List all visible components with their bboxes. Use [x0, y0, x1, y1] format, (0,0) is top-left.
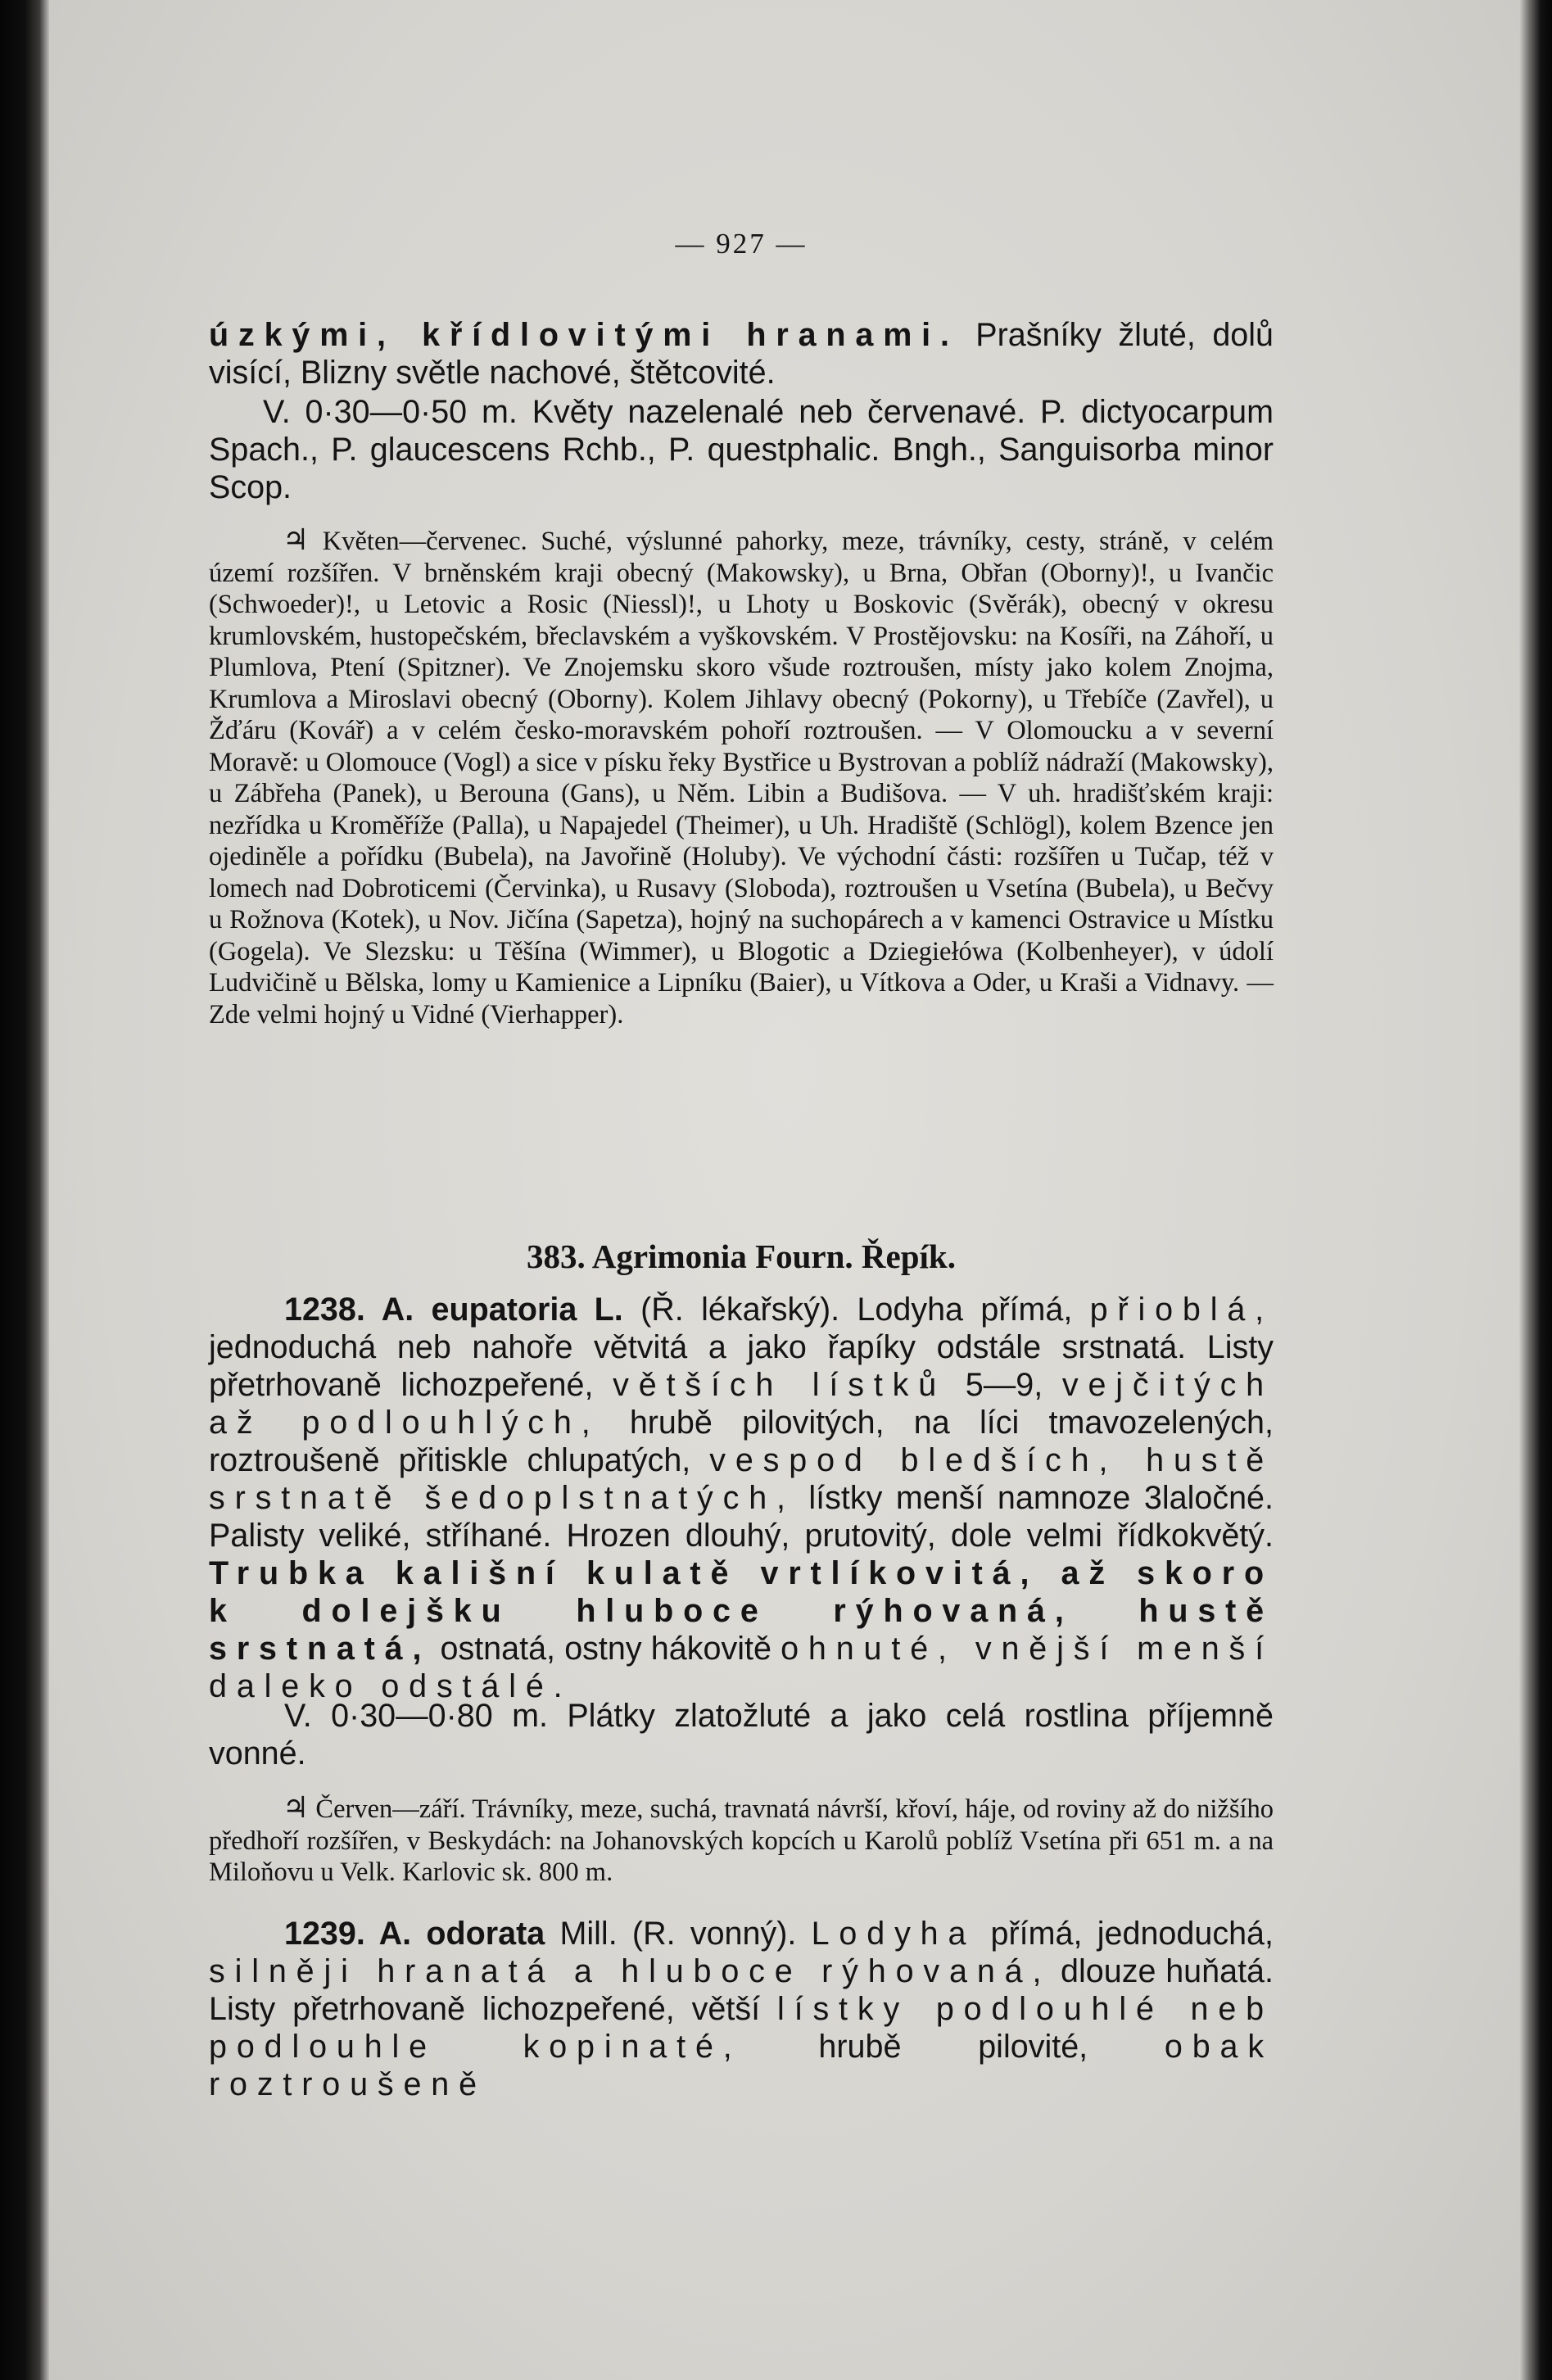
spaced-text: větších lístků [613, 1367, 947, 1403]
paragraph-text: V. 0·30—0·50 m. Květy nazelenalé neb červenavé. P. dictyocarpum Spach., P. glaucescens Rchb., P. questphalic. Bngh., Sanguisorba minor Scop. [209, 394, 1274, 505]
species-text: přímá, jednoduchá, [975, 1916, 1274, 1952]
species-text: ostnatá, ostny hákovitě [431, 1631, 781, 1667]
species-text: 5—9, [946, 1367, 1062, 1403]
species-number: 1238. [284, 1292, 365, 1328]
paragraph-text: V. 0·30—0·80 m. Plátky zlatožluté a jako celá rostlina příjemně vonné. [209, 1698, 1274, 1771]
paragraph-distribution [209, 524, 1274, 1030]
spaced-text: vespod bledších, hustě srstnatě šedoplstnatých, [209, 1442, 1274, 1516]
species-text: Mill. (R. vonný). [545, 1916, 812, 1952]
paragraph-continuation [209, 316, 1274, 391]
paragraph-distribution-1238 [209, 1792, 1274, 1889]
spaced-text: ohnuté, vnější menší daleko odstálé. [209, 1631, 1274, 1704]
scan-right-edge [1519, 0, 1552, 2380]
species-text: dlouze huňatá. Listy přetrhovaně lichozpeřené, větší [209, 1953, 1274, 2027]
spaced-text: silněji hranatá a hluboce rýhovaná, [209, 1953, 1052, 1989]
species-name: A. odorata [364, 1916, 545, 1952]
spaced-text: vejčitých až podlouhlých, [209, 1367, 1274, 1441]
perennial-symbol: ♃ [283, 523, 310, 556]
scan-left-edge [0, 0, 49, 2380]
species-text: hrubě pilovité, [741, 2029, 1165, 2065]
paragraph-text: Prašníky žluté, dolů visící, Blizny světle nachové, štětcovité. [209, 317, 1274, 391]
spaced-text: obak roztroušeně [209, 2029, 1274, 2102]
species-name: A. eupatoria L. [364, 1292, 623, 1328]
paragraph-measurements [209, 393, 1274, 506]
species-1239-description [209, 1915, 1274, 2103]
spaced-text: Trubka kališní kulatě vrtlíkovitá, až skoro k dolejšku hluboce rýhovaná, hustě srstnatá, [209, 1555, 1274, 1667]
species-text: jednoduchá neb nahoře větvitá a jako řapíky odstále srstnatá. Listy přetrhovaně lichozpeřené, [209, 1329, 1274, 1403]
paragraph-text: Červen—září. Trávníky, meze, suchá, travnatá návrší, křoví, háje, od roviny až do nižšího předhoří rozšířen, v Beskydách: na Johanovských kopcích u Karolů poblíž Vsetína při 651 m. a na Miloňovu u Velk. Karlovic sk. 800 m. [209, 1794, 1274, 1887]
paragraph-measurements-1238 [209, 1697, 1274, 1772]
species-number: 1239. [284, 1916, 365, 1952]
spaced-text: přioblá, [1089, 1292, 1274, 1328]
species-text: (Ř. lékařský). Lodyha přímá, [622, 1292, 1090, 1328]
species-text: lístky menší namnoze 3laločné. Palisty veliké, stříhané. Hrozen dlouhý, prutovitý, dole velmi řídkokvětý. [209, 1480, 1274, 1554]
species-text: hrubě pilovitých, na líci tmavozelených, roztroušeně přitiskle chlupatých, [209, 1405, 1274, 1478]
paragraph-text: Květen—červenec. Suché, výslunné pahorky, meze, trávníky, cesty, stráně, v celém území rozšířen. V brněnském kraji obecný (Makowsky), u Brna, Obřan (Oborny)!, u Ivančic (Schwoeder)!, u Letovic a Rosic (Niessl)!, u Lhoty u Boskovic (Svěrák), obecný v okresu krumlovském, hustopečském, břeclavském a vyškovském. V Prostějovsku: na Kosíři, na Záhoří, u Plumlova, Ptení (Spitzner). Ve Znojemsku skoro všude roztroušen, místy jako kolem Znojma, Krumlova a Miroslavi obecný (Oborny). Kolem Jihlavy obecný (Pokorny), u Třebíče (Zavřel), u Žďáru (Kovář) a v celém česko-moravském pohoří roztroušen. — V Olomoucku a v severní Moravě: u Olomouce (Vogl) a sice v písku řeky Bystřice u Bystrovan a poblíž nádraží (Makowsky), u Zábřeha (Panek), u Berouna (Gans), u Něm. Libin a Budišova. — V uh. hradišťském kraji: nezřídka u Kroměříže (Palla), u Napajedel (Theimer), u Uh. Hradiště (Schlögl), kolem Bzence jen ojediněle a pořídku (Bubela), na Javořině (Holuby). Ve východní části: rozšířen u Tučap, též v lomech nad Dobroticemi (Červinka), u Rusavy (Sloboda), roztroušen u Vsetína (Bubela), u Bečvy u Rožnova (Kotek), u Nov. Jičína (Sapetza), hojný na suchopárech a v kamenci Ostravice u Místku (Gogela). Ve Slezsku: u Těšína (Wimmer), u Blogotic a Dziegiełówa (Kolbenheyer), v údolí Ludvičině u Bělska, lomy u Kamienice a Lipníku (Baier), u Vítkova a Oder, u Kraši a Vidnavy. — Zde velmi hojný u Vidné (Vierhapper). [209, 527, 1274, 1029]
genus-heading: 383. Agrimonia Fourn. Řepík. [527, 1238, 956, 1275]
spaced-text: Lodyha [811, 1916, 976, 1952]
spaced-text: úzkými, křídlovitými hranami. [209, 317, 959, 353]
species-1238-description [209, 1291, 1274, 1705]
spaced-text: lístky podlouhlé neb podlouhle kopinaté, [209, 1991, 1274, 2065]
page-number: — 927 — [675, 228, 808, 260]
perennial-symbol: ♃ [283, 1791, 310, 1824]
